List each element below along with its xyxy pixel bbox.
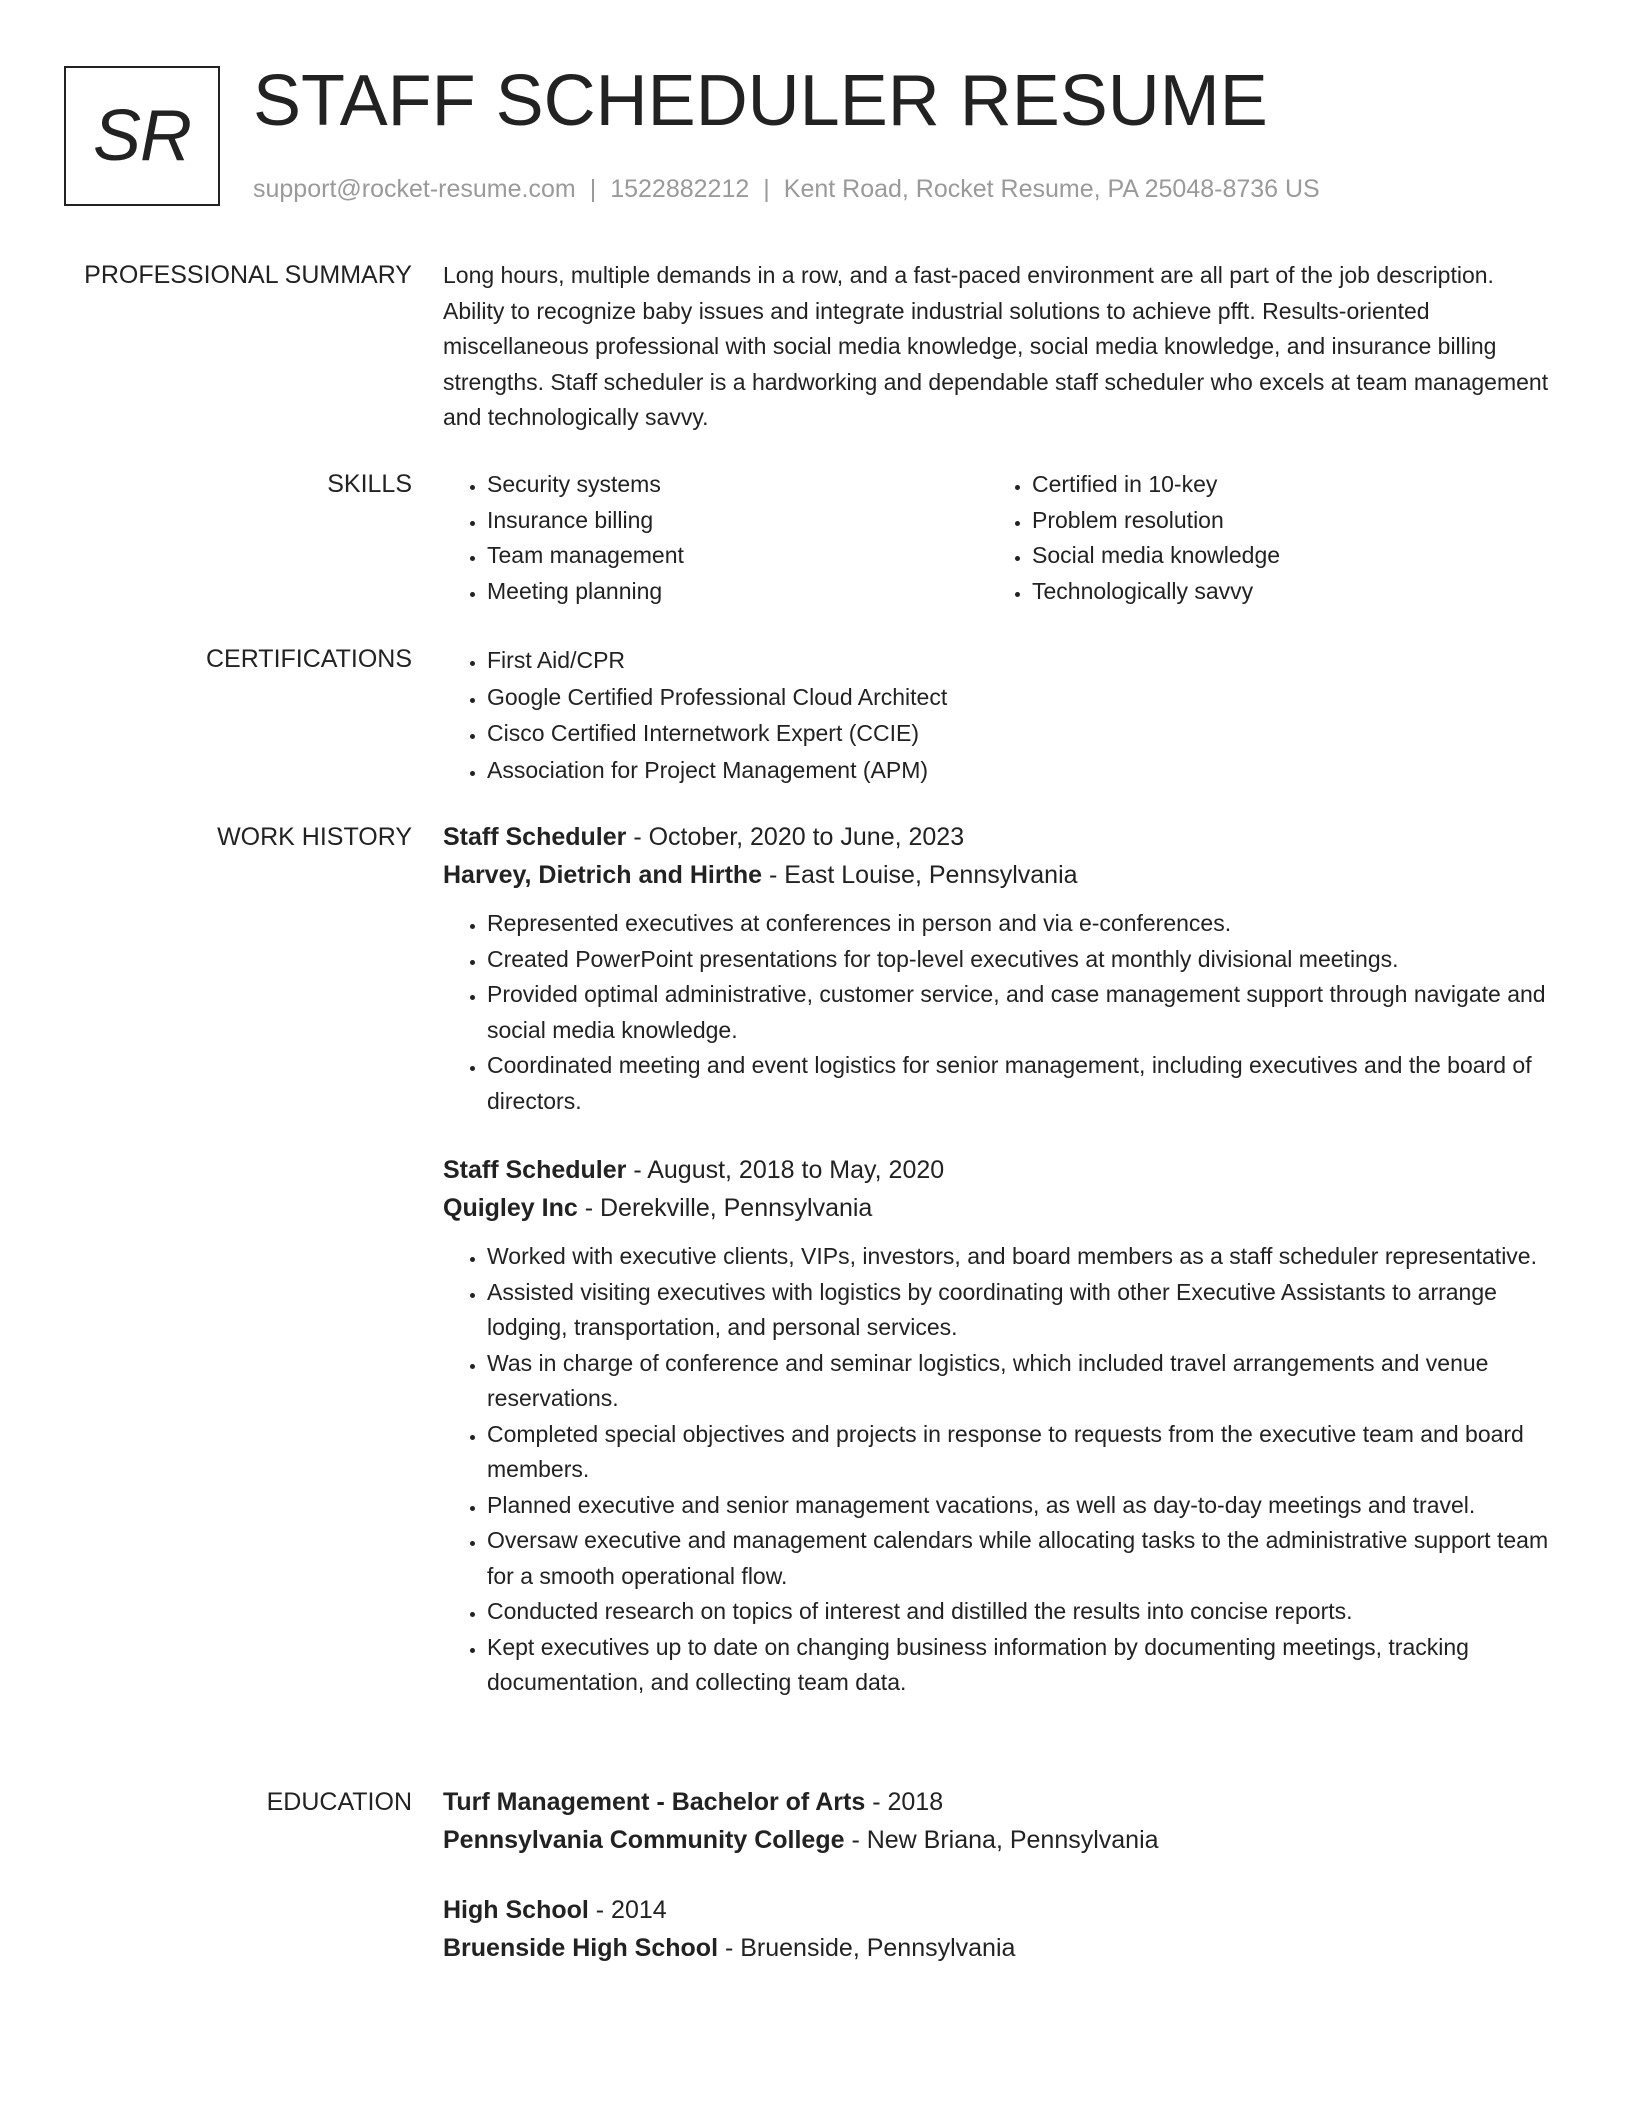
job-company: Quigley Inc — [443, 1194, 578, 1222]
job-title: Staff Scheduler — [443, 1156, 627, 1184]
job-duty-item: • Created PowerPoint presentations for top-level executives at monthly divisional meetings. — [487, 942, 1553, 978]
education-location: - Bruenside, Pennsylvania — [718, 1934, 1016, 1962]
certifications-body — [443, 642, 1553, 788]
education-degree: High School — [443, 1896, 589, 1924]
job-title: Staff Scheduler — [443, 823, 627, 851]
section-label-summary: PROFESSIONAL SUMMARY — [84, 261, 412, 289]
job-duty-item: • Assisted visiting executives with logistics by coordinating with other Executive Assistants to arrange lodging, transportation, and personal services. — [487, 1275, 1553, 1346]
job-entry — [443, 1151, 1553, 1701]
job-company-line — [443, 856, 1553, 894]
job-title-line — [443, 1151, 1553, 1189]
job-duty-item: • Conducted research on topics of interest and distilled the results into concise reports. — [487, 1594, 1553, 1630]
skills-list-left — [443, 467, 988, 609]
section-label-certifications: CERTIFICATIONS — [205, 645, 412, 673]
skill-item: • Social media knowledge — [1032, 538, 1533, 574]
education-entry — [443, 1783, 1553, 1859]
job-company-line — [443, 1189, 1553, 1227]
job-duty-item: • Was in charge of conference and seminar logistics, which included travel arrangements and venue reservations. — [487, 1346, 1553, 1417]
skills-body — [443, 467, 1553, 609]
job-duty-item: • Oversaw executive and management calendars while allocating tasks to the administrative support team for a smooth operational flow. — [487, 1523, 1553, 1594]
job-entry — [443, 818, 1553, 1119]
contact-separator: | — [589, 175, 597, 203]
job-duty-item: • Planned executive and senior management vacations, as well as day-to-day meetings and travel. — [487, 1488, 1553, 1524]
job-duty-item: • Kept executives up to date on changing business information by documenting meetings, tracking documentation, and collecting team data. — [487, 1630, 1553, 1701]
education-body — [443, 1783, 1553, 1967]
education-school-line — [443, 1929, 1553, 1967]
education-school: Bruenside High School — [443, 1934, 719, 1962]
education-entry — [443, 1891, 1553, 1967]
job-location: - Derekville, Pennsylvania — [577, 1194, 873, 1222]
skill-item: • Technologically savvy — [1032, 574, 1533, 610]
summary-text: Long hours, multiple demands in a row, and a fast-paced environment are all part of the job description. Ability to recognize baby issues and integrate industrial solutions to achieve pfft. Results-oriented miscellaneous professional with social media knowledge, social media knowledge, and insurance billing strengths. Staff scheduler is a hardworking and dependable staff scheduler who excels at team management and technologically savvy. — [443, 262, 1549, 430]
job-duties-list — [443, 1239, 1553, 1701]
skills-list-right — [988, 467, 1533, 609]
contact-separator: | — [763, 175, 770, 203]
job-dates: - August, 2018 to May, 2020 — [626, 1156, 945, 1184]
contact-phone: 1522882212 — [610, 175, 750, 203]
skill-item: • Problem resolution — [1032, 503, 1533, 539]
job-title-line — [443, 818, 1553, 856]
certification-item: • First Aid/CPR — [487, 642, 1553, 679]
job-location: - East Louise, Pennsylvania — [762, 861, 1078, 889]
education-degree-line — [443, 1783, 1553, 1821]
section-label-education: EDUCATION — [266, 1788, 412, 1816]
certification-item: • Google Certified Professional Cloud Architect — [487, 679, 1553, 716]
summary-body — [443, 258, 1553, 436]
education-location: - New Briana, Pennsylvania — [844, 1826, 1159, 1854]
job-duty-item: • Completed special objectives and projects in response to requests from the executive team and board members. — [487, 1417, 1553, 1488]
section-label-skills: SKILLS — [327, 470, 412, 498]
skill-item: • Meeting planning — [487, 574, 988, 610]
education-school-line — [443, 1821, 1553, 1859]
certification-item: • Cisco Certified Internetwork Expert (CCIE) — [487, 715, 1553, 752]
certification-item: • Association for Project Management (APM) — [487, 752, 1553, 789]
skill-item: • Team management — [487, 538, 988, 574]
job-company: Harvey, Dietrich and Hirthe — [443, 861, 763, 889]
skill-item: • Certified in 10-key — [1032, 467, 1533, 503]
education-degree: Turf Management - Bachelor of Arts — [443, 1788, 866, 1816]
section-label-work-history: WORK HISTORY — [217, 823, 412, 851]
job-duty-item: • Worked with executive clients, VIPs, investors, and board members as a staff scheduler representative. — [487, 1239, 1553, 1275]
certifications-list — [443, 642, 1553, 788]
contact-address: Kent Road, Rocket Resume, PA 25048-8736 US — [783, 175, 1320, 203]
education-year: - 2014 — [588, 1896, 667, 1924]
contact-email: support@rocket-resume.com — [253, 175, 576, 203]
job-duty-item: • Coordinated meeting and event logistics for senior management, including executives and the board of directors. — [487, 1048, 1553, 1119]
contact-line — [253, 174, 1320, 204]
skill-item: • Security systems — [487, 467, 988, 503]
job-duty-item: • Represented executives at conferences in person and via e-conferences. — [487, 906, 1553, 942]
education-degree-line — [443, 1891, 1553, 1929]
job-dates: - October, 2020 to June, 2023 — [626, 823, 965, 851]
job-duty-item: • Provided optimal administrative, customer service, and case management support through navigate and social media knowledge. — [487, 977, 1553, 1048]
page-title: STAFF SCHEDULER RESUME — [253, 61, 1268, 141]
education-year: - 2018 — [865, 1788, 944, 1816]
monogram-logo: SR — [64, 66, 220, 206]
skill-item: • Insurance billing — [487, 503, 988, 539]
job-duties-list — [443, 906, 1553, 1119]
work-history-body — [443, 818, 1553, 1701]
education-school: Pennsylvania Community College — [443, 1826, 845, 1854]
